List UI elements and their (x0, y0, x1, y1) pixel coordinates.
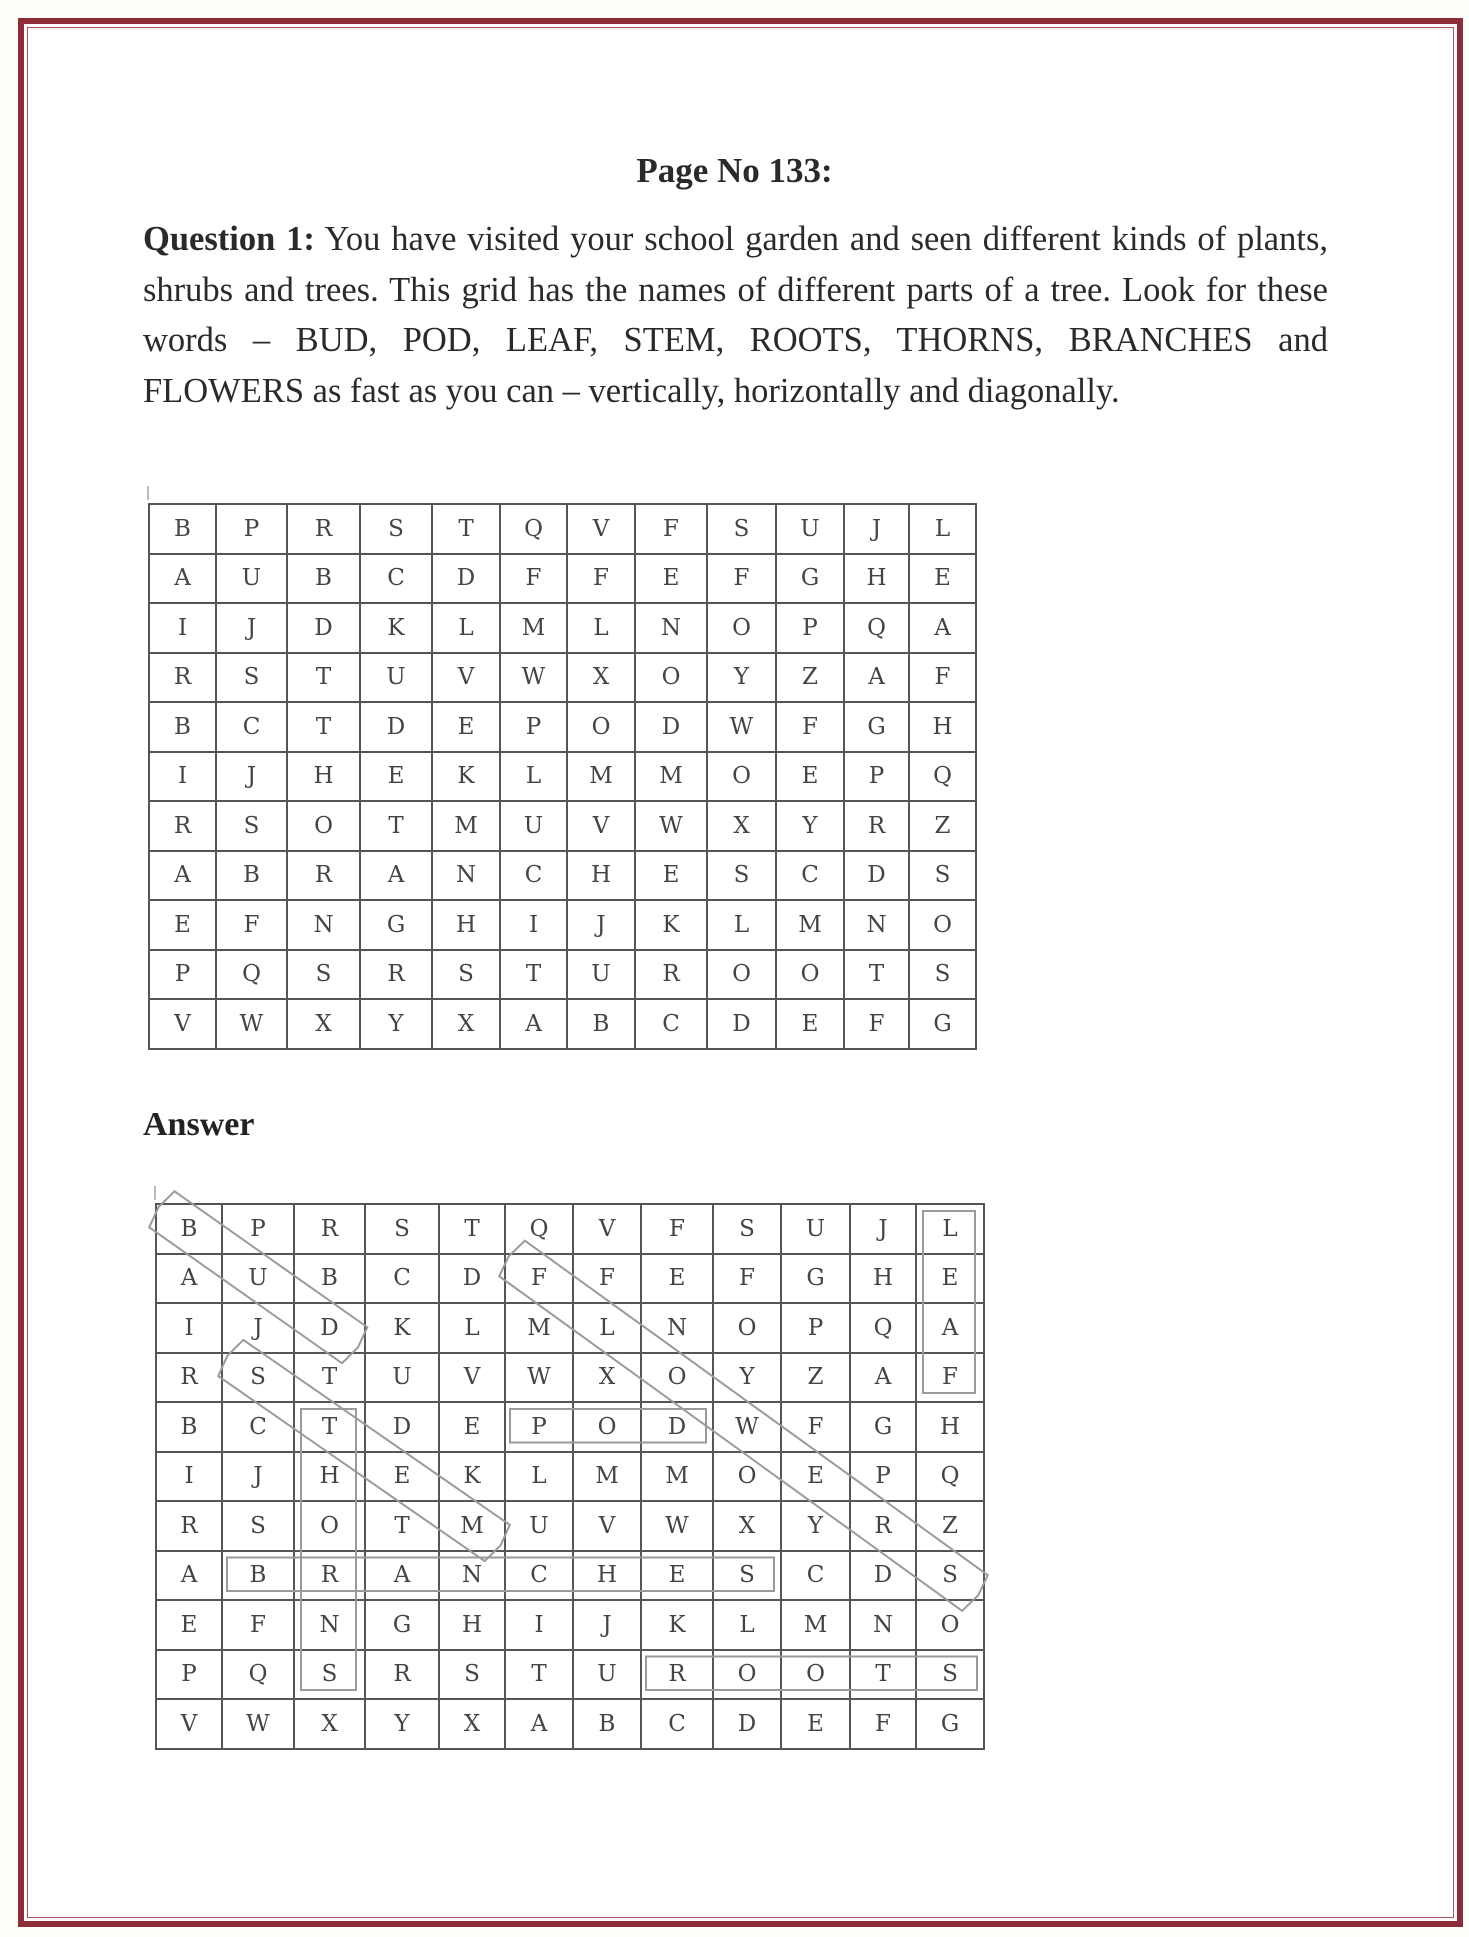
grid-cell: U (505, 1501, 573, 1551)
grid-cell: N (294, 1600, 365, 1650)
grid-cell: G (844, 702, 909, 752)
grid-cell: E (360, 752, 432, 802)
grid-cell: E (776, 752, 844, 802)
grid-row (149, 702, 976, 752)
grid-cell: C (505, 1551, 573, 1601)
grid-cell: A (365, 1551, 439, 1601)
grid-cell: C (222, 1402, 294, 1452)
grid-cell: A (850, 1353, 916, 1403)
grid-row (149, 999, 976, 1049)
question-paragraph (143, 214, 1328, 416)
grid-cell: E (149, 900, 216, 950)
grid-row (156, 1551, 984, 1601)
grid-cell: O (287, 801, 360, 851)
grid-cell: H (294, 1452, 365, 1502)
grid-cell: S (707, 851, 776, 901)
grid-cell: C (365, 1254, 439, 1304)
grid-cell: J (222, 1452, 294, 1502)
grid-cell: C (500, 851, 567, 901)
grid-cell: D (844, 851, 909, 901)
grid-cell: M (641, 1452, 713, 1502)
grid-cell: J (850, 1204, 916, 1254)
grid-cell: F (916, 1353, 984, 1403)
grid-cell: F (573, 1254, 641, 1304)
grid-cell: O (776, 950, 844, 1000)
grid-cell: T (287, 702, 360, 752)
grid-cell: T (505, 1650, 573, 1700)
grid-cell: M (567, 752, 635, 802)
grid-cell: C (216, 702, 287, 752)
grid-cell: Q (850, 1303, 916, 1353)
grid-cell: S (287, 950, 360, 1000)
grid-cell: T (439, 1204, 505, 1254)
grid-cell: Z (776, 653, 844, 703)
grid-cell: L (505, 1452, 573, 1502)
grid-cell: Q (500, 504, 567, 554)
grid-cell: U (781, 1204, 850, 1254)
grid-cell: N (439, 1551, 505, 1601)
grid-cell: H (909, 702, 976, 752)
grid-cell: X (567, 653, 635, 703)
grid-cell: D (294, 1303, 365, 1353)
grid-cell: V (573, 1204, 641, 1254)
grid-cell: F (641, 1204, 713, 1254)
grid-cell: S (713, 1551, 781, 1601)
question-label: Question 1: (143, 220, 315, 258)
grid-cell: F (707, 554, 776, 604)
grid-cell: O (707, 603, 776, 653)
grid-cell: S (222, 1353, 294, 1403)
grid-cell: T (365, 1501, 439, 1551)
grid-cell: M (635, 752, 707, 802)
grid-cell: D (439, 1254, 505, 1304)
grid-cell: H (850, 1254, 916, 1304)
grid-cell: U (500, 801, 567, 851)
grid-cell: D (713, 1699, 781, 1749)
grid-cell: O (573, 1402, 641, 1452)
grid-cell: Y (707, 653, 776, 703)
grid-cell: E (776, 999, 844, 1049)
grid-cell: J (216, 752, 287, 802)
grid-row (149, 653, 976, 703)
grid-cell: R (149, 801, 216, 851)
grid-cell: Q (909, 752, 976, 802)
grid-cell: F (222, 1600, 294, 1650)
grid-cell: V (573, 1501, 641, 1551)
grid-cell: S (294, 1650, 365, 1700)
grid-cell: E (909, 554, 976, 604)
grid-cell: W (635, 801, 707, 851)
grid-row (156, 1254, 984, 1304)
grid-cell: O (713, 1650, 781, 1700)
grid-cell: D (641, 1402, 713, 1452)
grid-cell: P (500, 702, 567, 752)
grid-cell: K (635, 900, 707, 950)
grid-cell: N (432, 851, 500, 901)
grid-cell: Y (781, 1501, 850, 1551)
grid-cell: E (641, 1551, 713, 1601)
grid-cell: X (573, 1353, 641, 1403)
grid-cell: U (222, 1254, 294, 1304)
grid-cell: V (149, 999, 216, 1049)
grid-cell: K (432, 752, 500, 802)
grid-cell: Q (844, 603, 909, 653)
grid-row (149, 554, 976, 604)
grid-cell: T (294, 1402, 365, 1452)
grid-cell: P (149, 950, 216, 1000)
grid-row (156, 1501, 984, 1551)
grid-cell: S (439, 1650, 505, 1700)
grid-cell: W (713, 1402, 781, 1452)
grid-cell: U (365, 1353, 439, 1403)
grid-cell: L (916, 1204, 984, 1254)
grid-cell: O (641, 1353, 713, 1403)
grid-cell: E (156, 1600, 222, 1650)
grid-cell: M (505, 1303, 573, 1353)
grid-cell: Z (916, 1501, 984, 1551)
grid-row (149, 900, 976, 950)
grid-cell: W (641, 1501, 713, 1551)
grid-cell: A (156, 1551, 222, 1601)
grid-cell: H (567, 851, 635, 901)
grid-cell: F (850, 1699, 916, 1749)
grid-cell: O (294, 1501, 365, 1551)
grid-cell: R (365, 1650, 439, 1700)
grid-row (149, 801, 976, 851)
grid-cell: T (844, 950, 909, 1000)
grid-row (149, 950, 976, 1000)
grid-cell: H (439, 1600, 505, 1650)
grid-cell: J (216, 603, 287, 653)
grid-cell: B (573, 1699, 641, 1749)
grid-cell: B (222, 1551, 294, 1601)
grid-cell: H (916, 1402, 984, 1452)
grid-cell: L (707, 900, 776, 950)
grid-cell: R (149, 653, 216, 703)
grid-cell: V (439, 1353, 505, 1403)
grid-cell: N (844, 900, 909, 950)
question-text: You have visited your school garden and seen different kinds of plants, shrubs and trees. This grid has the names of different parts of a tree. Look for these words – BUD, POD, LEAF, STEM, ROOTS, THORNS, BRANCHES and FLOWERS as fast as you can – vertically, horizontally and diagonally. (143, 220, 1328, 410)
grid-cell: F (505, 1254, 573, 1304)
grid-cell: L (439, 1303, 505, 1353)
grid-cell: S (916, 1650, 984, 1700)
grid-cell: S (909, 851, 976, 901)
grid-cell: Y (360, 999, 432, 1049)
grid-cell: S (216, 801, 287, 851)
grid-row (156, 1353, 984, 1403)
grid-cell: O (916, 1600, 984, 1650)
grid-cell: K (641, 1600, 713, 1650)
page-title: Page No 133: (636, 151, 833, 190)
grid-corner-mark (147, 486, 149, 500)
grid-cell: B (567, 999, 635, 1049)
grid-cell: S (713, 1204, 781, 1254)
grid-cell: D (850, 1551, 916, 1601)
grid-cell: I (156, 1452, 222, 1502)
grid-cell: G (781, 1254, 850, 1304)
grid-cell: E (432, 702, 500, 752)
grid-cell: A (149, 851, 216, 901)
grid-cell: A (360, 851, 432, 901)
grid-cell: C (635, 999, 707, 1049)
grid-cell: T (432, 504, 500, 554)
grid-cell: R (294, 1551, 365, 1601)
grid-cell: M (776, 900, 844, 950)
grid-cell: A (500, 999, 567, 1049)
grid-cell: D (365, 1402, 439, 1452)
grid-cell: W (500, 653, 567, 703)
grid-cell: T (500, 950, 567, 1000)
grid-cell: G (365, 1600, 439, 1650)
grid-cell: R (360, 950, 432, 1000)
grid-cell: M (432, 801, 500, 851)
grid-cell: B (156, 1204, 222, 1254)
grid-cell: T (850, 1650, 916, 1700)
grid-cell: F (909, 653, 976, 703)
grid-row (156, 1204, 984, 1254)
grid-cell: F (635, 504, 707, 554)
grid-cell: L (909, 504, 976, 554)
grid-cell: S (360, 504, 432, 554)
grid-cell: T (287, 653, 360, 703)
grid-cell: X (713, 1501, 781, 1551)
grid-cell: R (844, 801, 909, 851)
grid-cell: F (567, 554, 635, 604)
grid-cell: S (222, 1501, 294, 1551)
grid-cell: J (222, 1303, 294, 1353)
grid-cell: E (781, 1452, 850, 1502)
grid-cell: L (713, 1600, 781, 1650)
grid-cell: P (844, 752, 909, 802)
grid-cell: D (432, 554, 500, 604)
grid-cell: R (287, 851, 360, 901)
grid-cell: V (432, 653, 500, 703)
grid-cell: P (850, 1452, 916, 1502)
grid-cell: O (713, 1303, 781, 1353)
grid-cell: B (287, 554, 360, 604)
grid-cell: D (707, 999, 776, 1049)
grid-cell: W (505, 1353, 573, 1403)
grid-cell: I (156, 1303, 222, 1353)
grid-cell: U (216, 554, 287, 604)
word-search-grid (148, 503, 977, 1050)
grid-row (149, 504, 976, 554)
grid-cell: Y (365, 1699, 439, 1749)
grid-cell: N (641, 1303, 713, 1353)
grid-cell: D (635, 702, 707, 752)
grid-row (156, 1452, 984, 1502)
grid-cell: Y (713, 1353, 781, 1403)
grid-cell: L (567, 603, 635, 653)
grid-row (149, 603, 976, 653)
grid-cell: F (216, 900, 287, 950)
grid-cell: I (500, 900, 567, 950)
grid-cell: D (360, 702, 432, 752)
grid-cell: B (149, 702, 216, 752)
grid-row (156, 1600, 984, 1650)
grid-cell: R (156, 1501, 222, 1551)
grid-cell: S (916, 1551, 984, 1601)
grid-cell: X (294, 1699, 365, 1749)
grid-cell: S (707, 504, 776, 554)
grid-cell: G (360, 900, 432, 950)
grid-cell: P (222, 1204, 294, 1254)
grid-cell: B (294, 1254, 365, 1304)
grid-cell: O (707, 950, 776, 1000)
grid-cell: R (287, 504, 360, 554)
grid-cell: X (707, 801, 776, 851)
grid-cell: P (781, 1303, 850, 1353)
grid-cell: Q (222, 1650, 294, 1700)
grid-cell: P (216, 504, 287, 554)
grid-cell: C (360, 554, 432, 604)
grid-cell: Q (216, 950, 287, 1000)
grid-cell: E (365, 1452, 439, 1502)
grid-cell: N (850, 1600, 916, 1650)
grid-cell: R (635, 950, 707, 1000)
grid-cell: G (776, 554, 844, 604)
grid-cell: P (156, 1650, 222, 1700)
grid-cell: S (216, 653, 287, 703)
grid-cell: I (505, 1600, 573, 1650)
grid-cell: S (365, 1204, 439, 1254)
grid-cell: P (505, 1402, 573, 1452)
grid-cell: A (916, 1303, 984, 1353)
grid-cell: R (156, 1353, 222, 1403)
grid-cell: X (287, 999, 360, 1049)
grid-cell: M (781, 1600, 850, 1650)
grid-cell: W (216, 999, 287, 1049)
grid-cell: B (156, 1402, 222, 1452)
grid-cell: V (567, 801, 635, 851)
grid-cell: Y (776, 801, 844, 851)
grid-corner-mark (154, 1186, 156, 1200)
grid-cell: F (844, 999, 909, 1049)
grid-cell: S (909, 950, 976, 1000)
grid-cell: O (909, 900, 976, 950)
grid-cell: Q (505, 1204, 573, 1254)
grid-cell: X (439, 1699, 505, 1749)
grid-cell: L (432, 603, 500, 653)
grid-cell: K (365, 1303, 439, 1353)
grid-cell: G (916, 1699, 984, 1749)
grid-cell: O (781, 1650, 850, 1700)
grid-cell: K (360, 603, 432, 653)
grid-cell: E (439, 1402, 505, 1452)
grid-cell: V (567, 504, 635, 554)
grid-cell: R (850, 1501, 916, 1551)
grid-cell: A (909, 603, 976, 653)
grid-cell: Z (781, 1353, 850, 1403)
grid-cell: U (567, 950, 635, 1000)
grid-cell: T (360, 801, 432, 851)
grid-cell: U (776, 504, 844, 554)
grid-row (149, 851, 976, 901)
grid-cell: H (573, 1551, 641, 1601)
grid-cell: Z (909, 801, 976, 851)
grid-cell: Q (916, 1452, 984, 1502)
grid-cell: D (287, 603, 360, 653)
grid-cell: K (439, 1452, 505, 1502)
grid-cell: J (567, 900, 635, 950)
grid-cell: O (707, 752, 776, 802)
grid-cell: H (844, 554, 909, 604)
grid-cell: N (287, 900, 360, 950)
grid-cell: E (635, 851, 707, 901)
grid-cell: A (844, 653, 909, 703)
grid-cell: E (641, 1254, 713, 1304)
grid-cell: H (432, 900, 500, 950)
grid-row (156, 1699, 984, 1749)
grid-cell: L (500, 752, 567, 802)
grid-cell: O (567, 702, 635, 752)
grid-cell: M (500, 603, 567, 653)
grid-cell: S (432, 950, 500, 1000)
grid-cell: E (916, 1254, 984, 1304)
grid-cell: F (500, 554, 567, 604)
grid-cell: A (156, 1254, 222, 1304)
grid-cell: F (713, 1254, 781, 1304)
grid-cell: U (573, 1650, 641, 1700)
grid-cell: C (641, 1699, 713, 1749)
grid-cell: J (844, 504, 909, 554)
answer-heading: Answer (143, 1106, 255, 1143)
grid-cell: G (909, 999, 976, 1049)
grid-cell: A (505, 1699, 573, 1749)
grid-cell: W (707, 702, 776, 752)
grid-cell: R (294, 1204, 365, 1254)
grid-cell: C (781, 1551, 850, 1601)
grid-cell: I (149, 603, 216, 653)
grid-row (156, 1303, 984, 1353)
grid-cell: L (573, 1303, 641, 1353)
grid-cell: C (776, 851, 844, 901)
grid-cell: J (573, 1600, 641, 1650)
grid-cell: X (432, 999, 500, 1049)
grid-cell: P (776, 603, 844, 653)
grid-cell: U (360, 653, 432, 703)
grid-row (156, 1650, 984, 1700)
grid-cell: F (781, 1402, 850, 1452)
grid-cell: O (713, 1452, 781, 1502)
grid-cell: T (294, 1353, 365, 1403)
grid-cell: B (149, 504, 216, 554)
grid-cell: R (641, 1650, 713, 1700)
grid-cell: F (776, 702, 844, 752)
grid-cell: G (850, 1402, 916, 1452)
grid-row (156, 1402, 984, 1452)
answer-grid (155, 1203, 985, 1750)
grid-cell: A (149, 554, 216, 604)
grid-cell: W (222, 1699, 294, 1749)
grid-cell: E (781, 1699, 850, 1749)
grid-cell: M (573, 1452, 641, 1502)
grid-cell: V (156, 1699, 222, 1749)
grid-cell: I (149, 752, 216, 802)
grid-cell: E (635, 554, 707, 604)
grid-cell: O (635, 653, 707, 703)
grid-cell: M (439, 1501, 505, 1551)
grid-row (149, 752, 976, 802)
grid-cell: N (635, 603, 707, 653)
grid-cell: B (216, 851, 287, 901)
grid-cell: H (287, 752, 360, 802)
